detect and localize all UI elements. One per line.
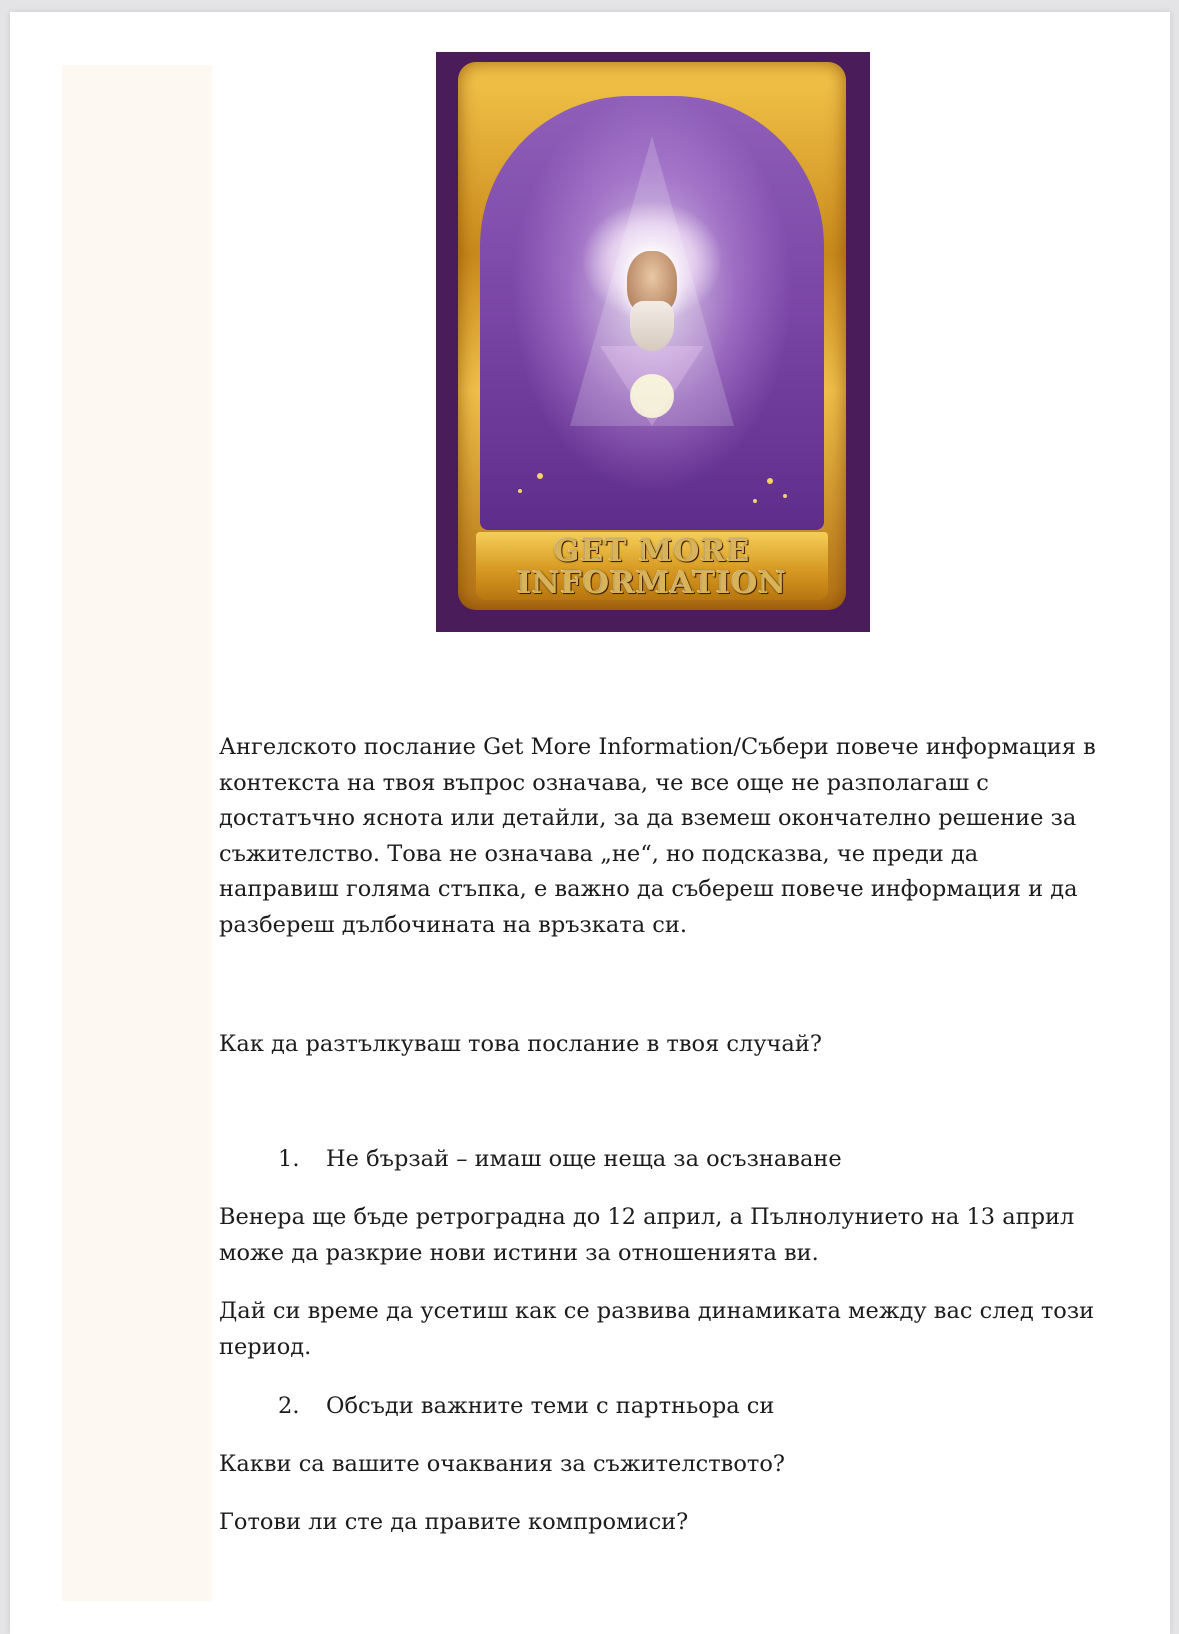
card-gold-frame bbox=[458, 62, 846, 610]
card-title bbox=[476, 532, 828, 600]
list-item bbox=[278, 1389, 1158, 1425]
card-title-line2: INFORMATION bbox=[517, 566, 787, 601]
figure-beard bbox=[630, 301, 674, 351]
sparkle bbox=[767, 478, 773, 484]
list-item-text: Не бързай – имаш още неща за осъзнаване bbox=[326, 1146, 842, 1172]
sparkle bbox=[537, 473, 543, 479]
sparkle bbox=[518, 489, 522, 493]
expectations-question: Какви са вашите очаквания за съжителството? bbox=[219, 1451, 785, 1477]
page-margin-strip bbox=[62, 65, 212, 1601]
list-item-number: 1. bbox=[278, 1146, 300, 1172]
list-item bbox=[278, 1142, 1158, 1178]
sparkle bbox=[783, 494, 787, 498]
sparkle bbox=[753, 499, 757, 503]
venus-paragraph: Венера ще бъде ретроградна до 12 април, а Пълнолунието на 13 април може да разкрие нови истини за отношенията ви. bbox=[219, 1204, 1075, 1266]
intro-paragraph: Ангелското послание Get More Information/Събери повече информация в контекста на твоя въпрос означава, че все още не разполагаш с достатъчно яснота или детайли, за да вземеш окончателно решение за съжителство. Това не означава „не“, но подсказва, че преди да направиш голяма стъпка, е важно да събереш повече информация и да разбереш дълбочината на връзката си. bbox=[219, 734, 1096, 938]
question-heading: Как да разтълкуваш това послание в твоя случай? bbox=[219, 1031, 822, 1057]
list-item-number: 2. bbox=[278, 1393, 300, 1419]
heart-glow bbox=[630, 374, 674, 418]
time-paragraph: Дай си време да усетиш как се развива динамиката между вас след този период. bbox=[219, 1298, 1095, 1360]
list-item-text: Обсъди важните теми с партньора си bbox=[326, 1393, 775, 1419]
angel-card-image bbox=[436, 52, 870, 632]
card-title-line1: GET MORE bbox=[553, 534, 751, 569]
card-title-panel bbox=[476, 532, 828, 600]
card-artwork bbox=[480, 96, 824, 530]
compromise-question: Готови ли сте да правите компромиси? bbox=[219, 1509, 689, 1535]
